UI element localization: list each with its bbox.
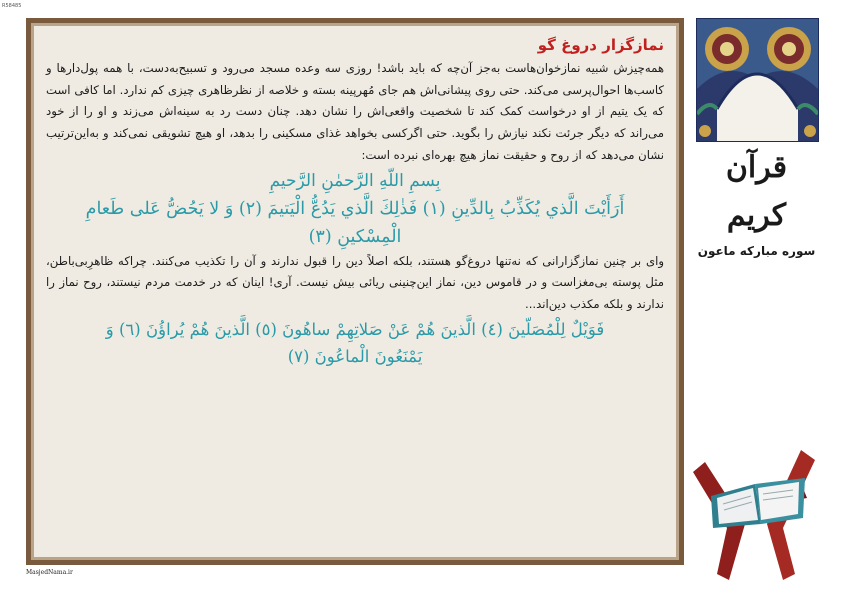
verse-block-1	[46, 167, 664, 251]
site-url: MasjedNama.ir	[26, 569, 73, 576]
verse-line: فَوَيْلٌ لِلْمُصَلّينَ (٤) الَّذينَ هُمْ عَنْ صَلاتِهِمْ ساهُونَ (٥) الَّذينَ هُمْ يُراؤُنَ (٦) وَ	[105, 319, 605, 339]
quran-rehal-stand-icon	[683, 432, 833, 582]
surah-name: سوره مبارکه ماعون	[697, 244, 816, 258]
article-paper	[34, 26, 676, 557]
verse-line: بِسمِ اللّهِ الرَّحمٰنِ الرَّحیمِ	[269, 170, 441, 191]
verse-line: أَرَأَيْتَ الَّذي يُكَذِّبُ بِالدِّينِ (١) فَذٰلِكَ الَّذي يَدُعُّ الْيَتيمَ (٢) وَ لا يَحُضُّ عَلى طَعامِ	[85, 198, 625, 219]
article-frame	[26, 18, 684, 565]
article-paragraph-1: همه‌چیزش شبیه نمازخوان‌هاست به‌جز آن‌چه که باید باشد! روزی سه وعده مسجد می‌رود و تسبیح‌به‌دست، با همه پول‌دارها و کاسب‌ها احوال‌پرسی می‌کند. حتی روی پیشانی‌اش هم جای مُهرپینه بسته و خلاصه از نظرظاهری چیزی کم ندارد. اما کافی است که یک یتیم از او درخواست کمک کند تا شخصیت واقعی‌اش را نشان دهد. چنان دست رد به سینه‌اش می‌زند و او را از خود می‌راند که دیگر جرئت نکند نیازش را بگوید. حتی اگرکسی بخواهد غذای مسکینی را بدهد، او هیچ تشویقی نمی‌کند و به‌این‌ترتیب نشان می‌دهد که از روح و حقیقت نماز هیچ بهره‌ای نبرده است:	[46, 61, 664, 162]
islamic-tile-ornament-icon	[696, 18, 819, 142]
verse-block-2	[46, 316, 664, 370]
verse-line: الْمِسْكينِ (٣)	[308, 226, 402, 247]
article-paragraph-2: وای بر چنین نمازگزارانی که نه‌تنها دروغ‌گو هستند، بلکه اصلاً دین را قبول ندارند و آن را تکذیب می‌کنند. چراکه ظاهرِبی‌باطن، مثل پوسته بی‌مغزاست و در قاموس دین، نماز این‌چنینی ریائی بیش نیست. آری! اینان که در خدمت مردم نیستند، روح نماز را ندارند و بلکه مکذب دین‌اند...	[46, 253, 664, 311]
page-id: R58485	[2, 3, 22, 9]
brand-title: قرآن کریم	[725, 150, 788, 233]
verse-line: يَمْنَعُونَ الْماعُونَ (٧)	[287, 346, 423, 366]
brand-panel	[694, 18, 819, 258]
article-title: نمازگزار دروغ گو	[537, 36, 664, 54]
